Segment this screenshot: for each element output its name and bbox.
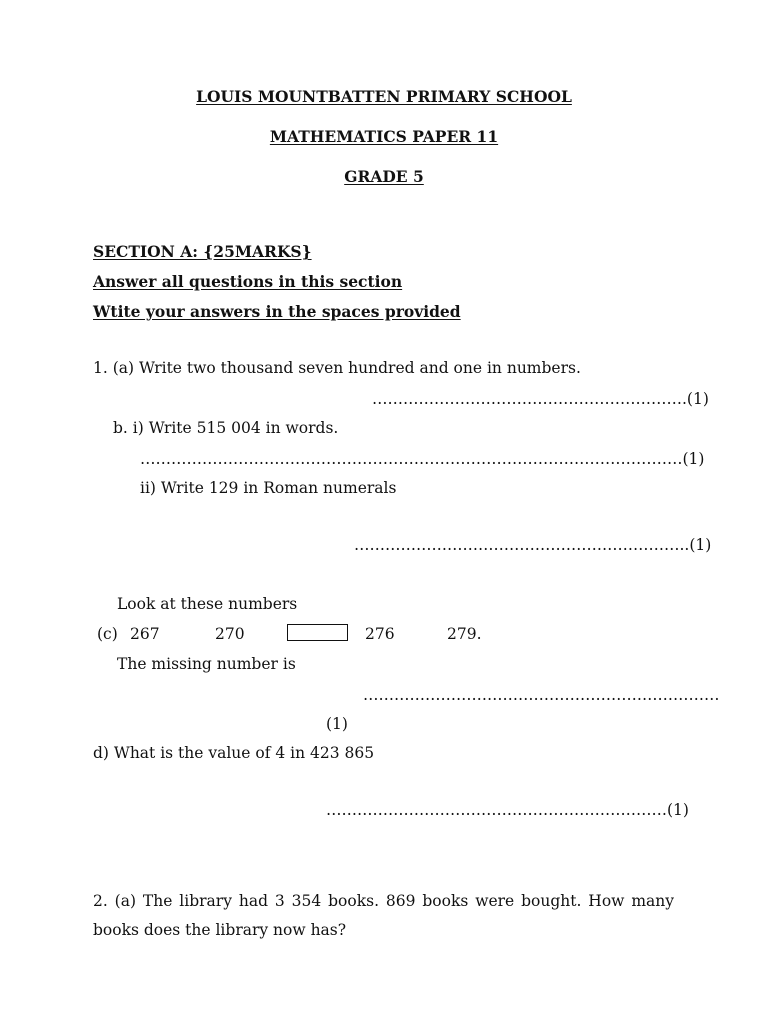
sequence-number-2: 270 bbox=[215, 625, 245, 643]
question-1c-intro: Look at these numbers bbox=[117, 595, 298, 613]
section-title: SECTION A: {25MARKS} bbox=[93, 242, 312, 261]
question-2a: 2. (a) The library had 3 354 books. 869 books were bought. How many books does the library now has? bbox=[93, 892, 674, 939]
paper-title: MATHEMATICS PAPER 11 bbox=[269, 127, 499, 146]
question-1c-missing: The missing number is bbox=[117, 655, 296, 673]
answer-line-1d: …………………………………………………………(1) bbox=[326, 801, 689, 819]
school-name: LOUIS MOUNTBATTEN PRIMARY SCHOOL bbox=[196, 87, 572, 106]
answer-line-1bii: ………………………………………………………..(1) bbox=[354, 536, 712, 554]
section-instruction-1: Answer all questions in this section bbox=[93, 272, 403, 291]
answer-line-1a: …………………………………………………….(1) bbox=[372, 390, 709, 408]
question-1c-label: (c) bbox=[97, 625, 118, 643]
sequence-number-1: 267 bbox=[130, 625, 160, 643]
grade-title: GRADE 5 bbox=[344, 167, 424, 186]
missing-number-box bbox=[287, 624, 348, 641]
sequence-number-3: 276 bbox=[365, 625, 395, 643]
mark-1c: (1) bbox=[326, 715, 348, 733]
question-1a: 1. (a) Write two thousand seven hundred and one in numbers. bbox=[93, 359, 581, 377]
answer-line-1c: …………………………………………………………… bbox=[363, 686, 720, 704]
section-instruction-2: Wtite your answers in the spaces provided bbox=[93, 302, 461, 321]
sequence-number-4: 279. bbox=[447, 625, 482, 643]
question-1bii: ii) Write 129 in Roman numerals bbox=[140, 479, 397, 497]
question-1bi: b. i) Write 515 004 in words. bbox=[113, 419, 339, 437]
answer-line-1bi: ……………………………………………………………………………………………(1) bbox=[140, 450, 705, 468]
question-1d: d) What is the value of 4 in 423 865 bbox=[93, 744, 375, 762]
